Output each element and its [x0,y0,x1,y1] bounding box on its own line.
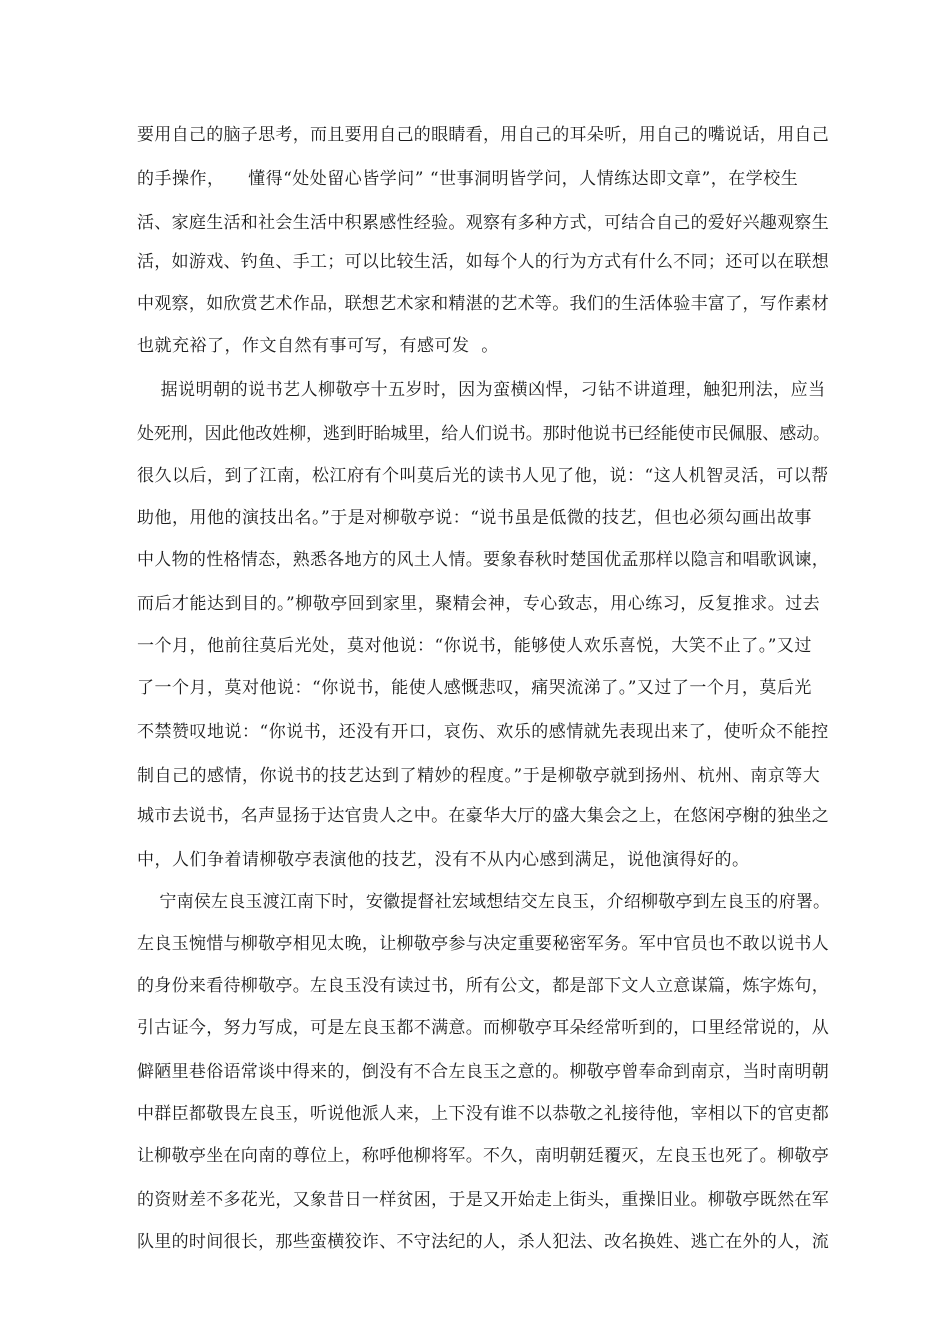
text-line: 的资财差不多花光，又象昔日一样贫困，于是又开始走上街头，重操旧业。柳敬亭既然在军 [137,1190,829,1210]
text-line: 中观察，如欣赏艺术作品，联想艺术家和精湛的艺术等。我们的生活体验丰富了，写作素材 [137,294,829,314]
text-line: 一个月，他前往莫后光处，莫对他说：“你说书，能够使人欢乐喜悦，大笑不止了。”又过 [137,636,812,656]
text-line: 制自己的感情，你说书的技艺达到了精妙的程度。”于是柳敬亭就到扬州、杭州、南京等大 [137,766,821,786]
text-line: 中人物的性格情态，熟悉各地方的风土人情。要象春秋时楚国优孟那样以隐言和唱歌讽谏， [137,550,829,570]
text-line: 的身份来看待柳敬亭。左良玉没有读过书，所有公文，都是部下文人立意谋篇，炼字炼句， [137,976,829,996]
text-line: 的手操作， 懂得“处处留心皆学问” “世事洞明皆学问，人情练达即文章”，在学校生 [137,169,799,189]
text-line: 宁南侯左良玉渡江南下时，安徽提督社宏域想结交左良玉，介绍柳敬亭到左良玉的府署。 [137,892,831,912]
text-line: 中群臣都敬畏左良玉，听说他派人来，上下没有谁不以恭敬之礼接待他，宰相以下的官吏都 [137,1104,829,1124]
text-line: 助他，用他的演技出名。”于是对柳敬亭说：“说书虽是低微的技艺，但也必须勾画出故事 [137,508,812,528]
text-line: 队里的时间很长，那些蛮横狡诈、不守法纪的人，杀人犯法、改名换姓、逃亡在外的人，流 [137,1232,829,1252]
text-line: 要用自己的脑子思考，而且要用自己的眼睛看，用自己的耳朵听，用自己的嘴说话，用自己 [137,125,829,145]
text-line: 据说明朝的说书艺人柳敬亭十五岁时，因为蛮横凶悍，刁钻不讲道理，触犯刑法，应当 [137,380,826,400]
text-line: 而后才能达到目的。”柳敬亭回到家里，聚精会神，专心致志，用心练习，反复推求。过去 [137,594,821,614]
text-line: 活、家庭生活和社会生活中积累感性经验。观察有多种方式，可结合自己的爱好兴趣观察生 [137,213,829,233]
text-line: 城市去说书，名声显扬于达官贵人之中。在豪华大厅的盛大集会之上，在悠闲亭榭的独坐之 [137,806,829,826]
text-line: 引古证今，努力写成，可是左良玉都不满意。而柳敬亭耳朵经常听到的，口里经常说的，从 [137,1018,829,1038]
text-line: 活，如游戏、钓鱼、手工；可以比较生活，如每个人的行为方式有什么不同；还可以在联想 [137,252,829,272]
text-line: 很久以后，到了江南，松江府有个叫莫后光的读书人见了他，说：“这人机智灵活，可以帮 [137,466,829,486]
text-line: 处死刑，因此他改姓柳，逃到盱眙城里，给人们说书。那时他说书已经能使市民佩服、感动。 [137,424,830,444]
text-line: 也就充裕了，作文自然有事可写，有感可发 。 [137,336,499,356]
text-line: 了一个月，莫对他说：“你说书，能使人感慨悲叹，痛哭流涕了。”又过了一个月，莫后光 [137,678,812,698]
text-line: 让柳敬亭坐在向南的尊位上，称呼他柳将军。不久，南明朝廷覆灭，左良玉也死了。柳敬亭 [137,1146,829,1166]
text-line: 不禁赞叹地说：“你说书，还没有开口，哀伤、欢乐的感情就先表现出来了，使听众不能控 [137,722,829,742]
text-line: 左良玉惋惜与柳敬亭相见太晚，让柳敬亭参与决定重要秘密军务。军中官员也不敢以说书人 [137,934,829,954]
text-line: 中，人们争着请柳敬亭表演他的技艺，没有不从内心感到满足，说他演得好的。 [137,850,750,870]
text-line: 僻陋里巷俗语常谈中得来的，倒没有不合左良玉之意的。柳敬亭曾奉命到南京，当时南明朝 [137,1062,829,1082]
